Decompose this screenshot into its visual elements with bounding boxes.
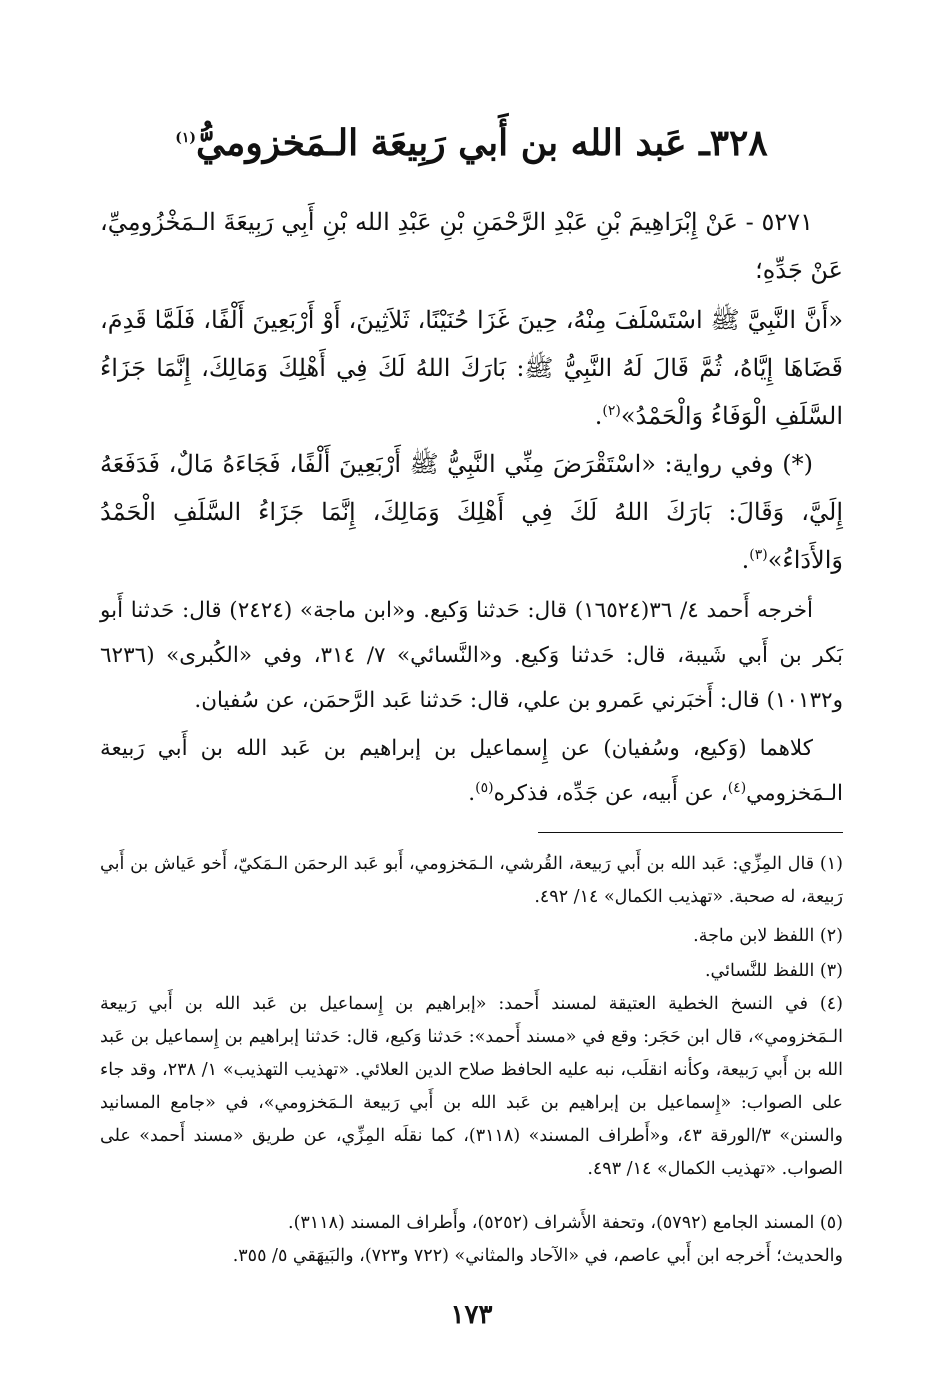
chain-footnote-ref-4: (٤): [727, 779, 747, 796]
hadith-variant: (*) وفي رواية: «اسْتَقْرَضَ مِنِّي النَّبِيُّ ﷺ أَرْبَعِينَ أَلْفًا، فَجَاءَهُ مَالٌ، فَدَفَعَهُ إِلَيَّ، وَقَالَ: بَارَكَ اللهُ لَكَ فِي أَهْلِكَ وَمَالِكَ، إِنَّمَا جَزَاءُ السَّلَفِ الْحَمْدُ وَالأَدَاءُ»$^{(٣)}$.: [100, 450, 843, 574]
footnote-hadith-extra: والحديث؛ أَخرجه ابن أَبي عاصم، في «الآحاد والمثاني» (٧٢٢ و٧٢٣)، والبَيهَقي ٥/ ٣٥٥.: [232, 1246, 843, 1266]
hadith-matn-footnote-ref: (٢): [602, 403, 621, 419]
footnote-5: (٥) المسند الجامع (٥٧٩٢)، وتحفة الأَشراف (٥٢٥٢)، وأَطراف المسند (٣١١٨).: [288, 1213, 843, 1233]
chapter-title: [100, 118, 843, 168]
chapter-title-text: ٣٢٨ـ عَبد الله بن أَبي رَبِيعَة الـمَخزوميُّ: [196, 122, 768, 164]
hadith-variant-footnote-ref: (٣): [749, 547, 768, 563]
title-footnote-ref: (١): [175, 130, 197, 146]
hadith-matn: «أَنَّ النَّبِيَّ ﷺ اسْتَسْلَفَ مِنْهُ، حِينَ غَزَا حُنَيْنًا، ثَلاَثِينَ، أَوْ أَرْبَعِينَ أَلْفًا، فَلَمَّا قَدِمَ، قَضَاهَا إِيَّاهُ، ثُمَّ قَالَ لَهُ النَّبِيُّ ﷺ: بَارَكَ اللهُ لَكَ فِي أَهْلِكَ وَمَالِكَ، إِنَّمَا جَزَاءُ السَّلَفِ الْوَفَاءُ وَالْحَمْدُ»$^{(٢)}$.: [100, 306, 843, 430]
chain-text-b: ، عن أَبيه، عن جَدِّه، فذكره: [493, 781, 728, 806]
takhrij-text: أخرجه أَحمد ٤/ ٣٦(١٦٥٢٤) قال: حَدثنا وَكيع. و«ابن ماجة» (٢٤٢٤) قال: حَدثنا أَبو بَكر بن أَبي شَيبة، قال: حَدثنا وَكيع. و«النَّسائي» ٧/ ٣١٤، وفي «الكُبرى» (٦٢٣٦ و١٠١٣٢) قال: أَخبَرني عَمرو بن علي، قال: حَدثنا عَبد الرَّحمَن، عن سُفيان.: [100, 598, 844, 713]
takhrij-paragraph: [100, 588, 843, 723]
chain-text-c: .: [468, 781, 476, 806]
chain-paragraph: [100, 726, 843, 816]
footnote-divider: [538, 832, 843, 833]
hadith-isnad-text: ٥٢٧١ - عَنْ إِبْرَاهِيمَ بْنِ عَبْدِ الرَّحْمَنِ بْنِ عَبْدِ الله بْنِ أَبِي رَبِيعَةَ الـمَخْزُومِيِّ، عَنْ جَدِّهِ؛: [100, 208, 843, 284]
footnote-2: (٢) اللفظ لابن ماجة.: [693, 926, 843, 946]
hadith-matn-text: «أَنَّ النَّبِيَّ ﷺ اسْتَسْلَفَ مِنْهُ، حِينَ غَزَا حُنَيْنًا، ثَلاَثِينَ، أَوْ أَرْبَعِينَ أَلْفًا، فَلَمَّا قَدِمَ، قَضَاهَا إِيَّاهُ، ثُمَّ قَالَ لَهُ النَّبِيُّ ﷺ: بَارَكَ اللهُ لَكَ فِي أَهْلِكَ وَمَالِكَ، إِنَّمَا جَزَاءُ السَّلَفِ الْوَفَاءُ وَالْحَمْدُ»: [100, 306, 843, 430]
hadith-isnad: [100, 198, 843, 294]
chain-footnote-ref-5: (٥): [475, 779, 494, 796]
page-number: ١٧٣: [450, 1300, 493, 1330]
chain-text-a: كلاهما (وَكيع، وسُفيان) عن إِسماعيل بن إبراهيم بن عَبد الله بن أَبي رَبيعة الـمَخزومي: [100, 736, 843, 806]
footnote-4: (٤) في النسخ الخطية العتيقة لمسند أَحمد: «إبراهيم بن إِسماعيل بن عَبد الله بن أَبي رَبيعة الـمَخزومي»، قال ابن حَجَر: وقع في «مسند أَحمد»: حَدثنا وَكيع، قال: حَدثنا إبراهيم بن إِسماعيل بن عَبد الله بن أَبي رَبيعة، وكأنه انقلَب، نبه عليه الحافظ صلاح الدين العلائي. «تهذيب التهذيب» ١/ ٢٣٨، وقد جاء على الصواب: «إِسماعيل بن إبراهيم بن عَبد الله بن أَبي رَبيعة الـمَخزومي»، في «جامع المسانيد والسنن» ٣/الورقة ٤٣، و«أَطراف المسند» (٣١١٨)، كما نقلَه المِزِّي، عن طريق «مسند أَحمد» على الصواب. «تهذيب الكمال» ١٤/ ٤٩٣.: [100, 994, 843, 1179]
footnote-1: (١) قال المِزِّي: عَبد الله بن أَبي رَبيعة، القُرشي، الـمَخزومي، أَبو عَبد الرحمَن الـمَكيّ، أَخو عَياش بن أَبي رَبيعة، له صحبة. «تهذيب الكمال» ١٤/ ٤٩٢.: [100, 854, 843, 907]
footnote-3: (٣) اللفظ للنَّسائي.: [704, 961, 843, 981]
hadith-variant-text: (*) وفي رواية: «اسْتَقْرَضَ مِنِّي النَّبِيُّ ﷺ أَرْبَعِينَ أَلْفًا، فَجَاءَهُ مَالٌ، فَدَفَعَهُ إِلَيَّ، وَقَالَ: بَارَكَ اللهُ لَكَ فِي أَهْلِكَ وَمَالِكَ، إِنَّمَا جَزَاءُ السَّلَفِ الْحَمْدُ وَالأَدَاءُ»: [100, 450, 843, 574]
